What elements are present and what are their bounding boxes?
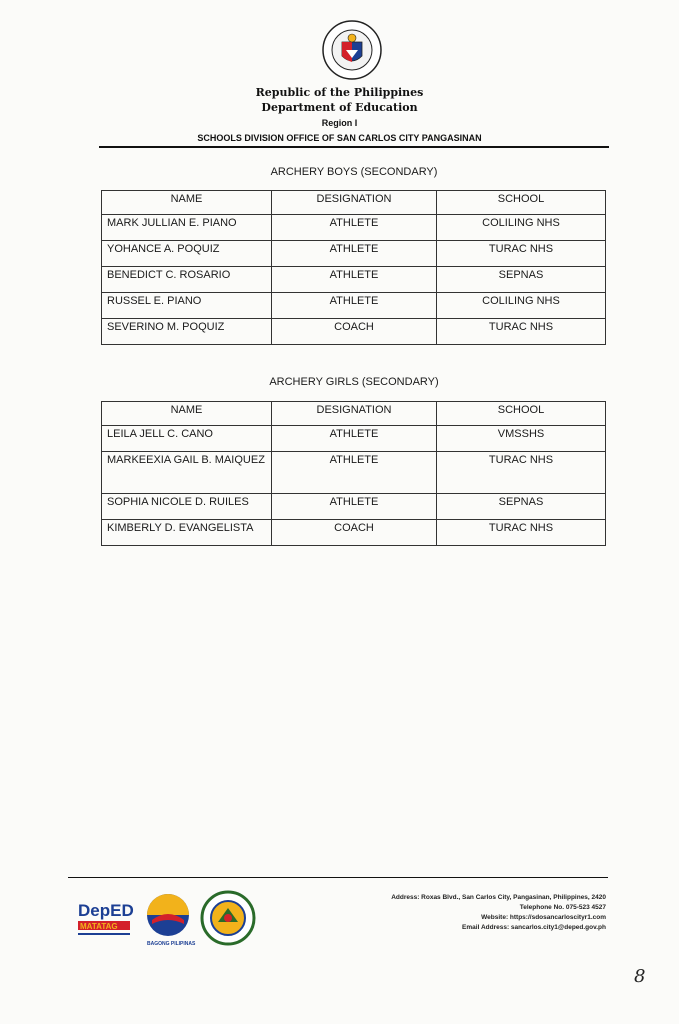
cell-designation: ATHLETE — [272, 426, 437, 452]
cell-designation: ATHLETE — [272, 267, 437, 293]
girls-roster-table — [101, 401, 606, 546]
footer-divider — [68, 877, 608, 878]
column-header-designation: DESIGNATION — [272, 402, 437, 426]
table-row — [102, 426, 606, 452]
footer-address: Address: Roxas Blvd., San Carlos City, Pangasinan, Philippines, 2420 — [391, 894, 606, 901]
cell-name: KIMBERLY D. EVANGELISTA — [102, 520, 272, 546]
girls-section-title: ARCHERY GIRLS (SECONDARY) — [269, 376, 439, 388]
table-row — [102, 267, 606, 293]
republic-heading: Republic of the Philippines — [255, 86, 424, 99]
cell-school: COLILING NHS — [437, 293, 606, 319]
column-header-designation: DESIGNATION — [272, 191, 437, 215]
deped-seal-logo — [322, 20, 382, 80]
cell-school: SEPNAS — [437, 267, 606, 293]
footer-logos — [76, 888, 266, 948]
table-row — [102, 494, 606, 520]
page-number: 8 — [634, 966, 646, 987]
cell-designation: ATHLETE — [272, 241, 437, 267]
column-header-name: NAME — [102, 191, 272, 215]
footer-email[interactable]: Email Address: sancarlos.city1@deped.gov.ph — [462, 924, 606, 931]
bagong-pilipinas-logo — [147, 894, 196, 947]
table-row — [102, 293, 606, 319]
cell-school: VMSSHS — [437, 426, 606, 452]
column-header-name: NAME — [102, 402, 272, 426]
table-header-row — [102, 191, 606, 215]
region-heading: Region I — [321, 118, 358, 128]
cell-name: RUSSEL E. PIANO — [102, 293, 272, 319]
footer-telephone: Telephone No. 075-523 4527 — [519, 904, 606, 911]
cell-school: COLILING NHS — [437, 215, 606, 241]
cell-school: TURAC NHS — [437, 319, 606, 345]
cell-name: MARK JULLIAN E. PIANO — [102, 215, 272, 241]
svg-text:BAGONG PILIPINAS: BAGONG PILIPINAS — [147, 941, 196, 947]
sdo-heading: SCHOOLS DIVISION OFFICE OF SAN CARLOS CITY PANGASINAN — [197, 133, 482, 143]
cell-designation: ATHLETE — [272, 452, 437, 494]
cell-designation: ATHLETE — [272, 293, 437, 319]
cell-name: SOPHIA NICOLE D. RUILES — [102, 494, 272, 520]
department-heading: Department of Education — [261, 101, 418, 114]
column-header-school: SCHOOL — [437, 191, 606, 215]
footer-website[interactable]: Website: https://sdosancarloscityr1.com — [481, 914, 606, 921]
cell-school: TURAC NHS — [437, 452, 606, 494]
footer-contact-info — [391, 893, 606, 933]
cell-name: BENEDICT C. ROSARIO — [102, 267, 272, 293]
table-row — [102, 520, 606, 546]
cell-name: MARKEEXIA GAIL B. MAIQUEZ — [102, 452, 272, 494]
boys-section-title: ARCHERY BOYS (SECONDARY) — [270, 166, 438, 178]
svg-text:DepED: DepED — [78, 901, 134, 920]
deped-matatag-logo — [78, 901, 134, 935]
header-divider — [99, 146, 609, 148]
cell-name: SEVERINO M. POQUIZ — [102, 319, 272, 345]
cell-school: SEPNAS — [437, 494, 606, 520]
table-row — [102, 241, 606, 267]
table-header-row — [102, 402, 606, 426]
cell-school: TURAC NHS — [437, 241, 606, 267]
table-row — [102, 452, 606, 494]
svg-text:MATATAG: MATATAG — [80, 922, 118, 931]
cell-school: TURAC NHS — [437, 520, 606, 546]
cell-designation: COACH — [272, 520, 437, 546]
boys-roster-table — [101, 190, 606, 345]
cell-name: LEILA JELL C. CANO — [102, 426, 272, 452]
column-header-school: SCHOOL — [437, 402, 606, 426]
table-row — [102, 319, 606, 345]
cell-designation: COACH — [272, 319, 437, 345]
sdo-seal-logo — [202, 892, 254, 944]
cell-designation: ATHLETE — [272, 215, 437, 241]
cell-designation: ATHLETE — [272, 494, 437, 520]
cell-name: YOHANCE A. POQUIZ — [102, 241, 272, 267]
table-row — [102, 215, 606, 241]
